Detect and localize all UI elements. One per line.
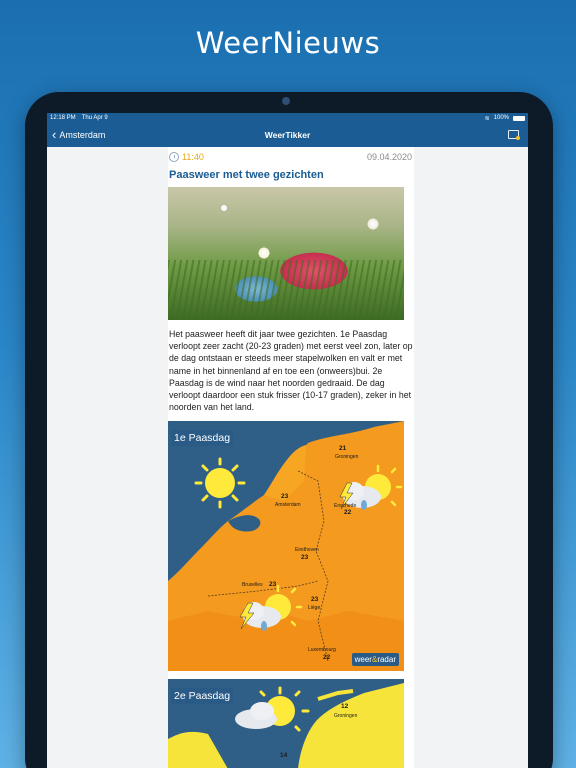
city-label: Groningen [335,454,359,461]
weather-card-icon[interactable] [508,130,519,139]
promo-title: WeerNieuws [195,26,381,60]
news-article [168,147,414,768]
weer-en-radar-logo [352,653,399,666]
temp-label: 21 [339,445,347,453]
grass-overlay [168,260,404,320]
map-day1-label: 1e Paasdag [171,430,233,446]
city-label: Amsterdam [275,502,301,509]
status-date: Thu Apr 9 [81,115,108,121]
app-screen [47,113,528,768]
temp-label: 23 [301,554,309,562]
temp-label: 23 [281,493,289,501]
back-label: Amsterdam [59,130,106,140]
temp-label: 12 [341,703,349,711]
article-time: 11:40 [182,152,204,162]
temp-label: 14 [280,752,288,760]
status-time: 12:18 PM [50,115,76,121]
wifi-icon: ≋ [484,115,490,122]
brand-amp: & [371,655,378,665]
page-title: WeerTikker [264,130,311,140]
city-label: Groningen [334,713,358,720]
map-day1-graphic [168,421,404,671]
brand-part: weer [354,655,372,665]
brand-part: radar [377,655,396,665]
front-camera [282,97,290,105]
city-label: Bruxelles [242,582,263,589]
weather-map-day2 [168,679,404,768]
chevron-left-icon: ‹ [52,127,57,142]
easter-eggs-photo [168,187,404,320]
navigation-bar [47,123,528,147]
article-body: Het paasweer heeft dit jaar twee gezichten. 1e Paasdag verloopt zeer zacht (20-23 graden) met eerst veel zon, later op de dag ontstaan er steeds meer stapelwolken en valt er met name in het binnenland af en toe een (onweers)bui. 2e Paasdag is de wind naar het noorden gedraaid. De dag verloopt daardoor een stuk frisser (10-17 graden), zeker in het noorden van het land. [169,329,413,413]
temp-label: 22 [323,654,331,662]
clock-icon [169,152,179,162]
weather-map-day1 [168,421,404,671]
city-label: Liège [308,605,321,612]
city-label: Eindhoven [295,547,319,554]
article-headline: Paasweer met twee gezichten [169,169,324,181]
temp-label: 23 [269,581,277,589]
temp-label: 22 [344,509,352,517]
city-label: Luxembourg [308,647,336,654]
map-day2-label: 2e Paasdag [171,688,233,704]
article-date: 09.04.2020 [366,152,412,162]
article-meta [168,151,414,163]
city-label: Enschede [334,503,357,510]
back-button[interactable] [47,129,105,141]
temp-label: 23 [311,596,319,604]
battery-percent: 100% [493,115,509,121]
status-bar [47,113,528,123]
battery-icon [513,116,525,121]
